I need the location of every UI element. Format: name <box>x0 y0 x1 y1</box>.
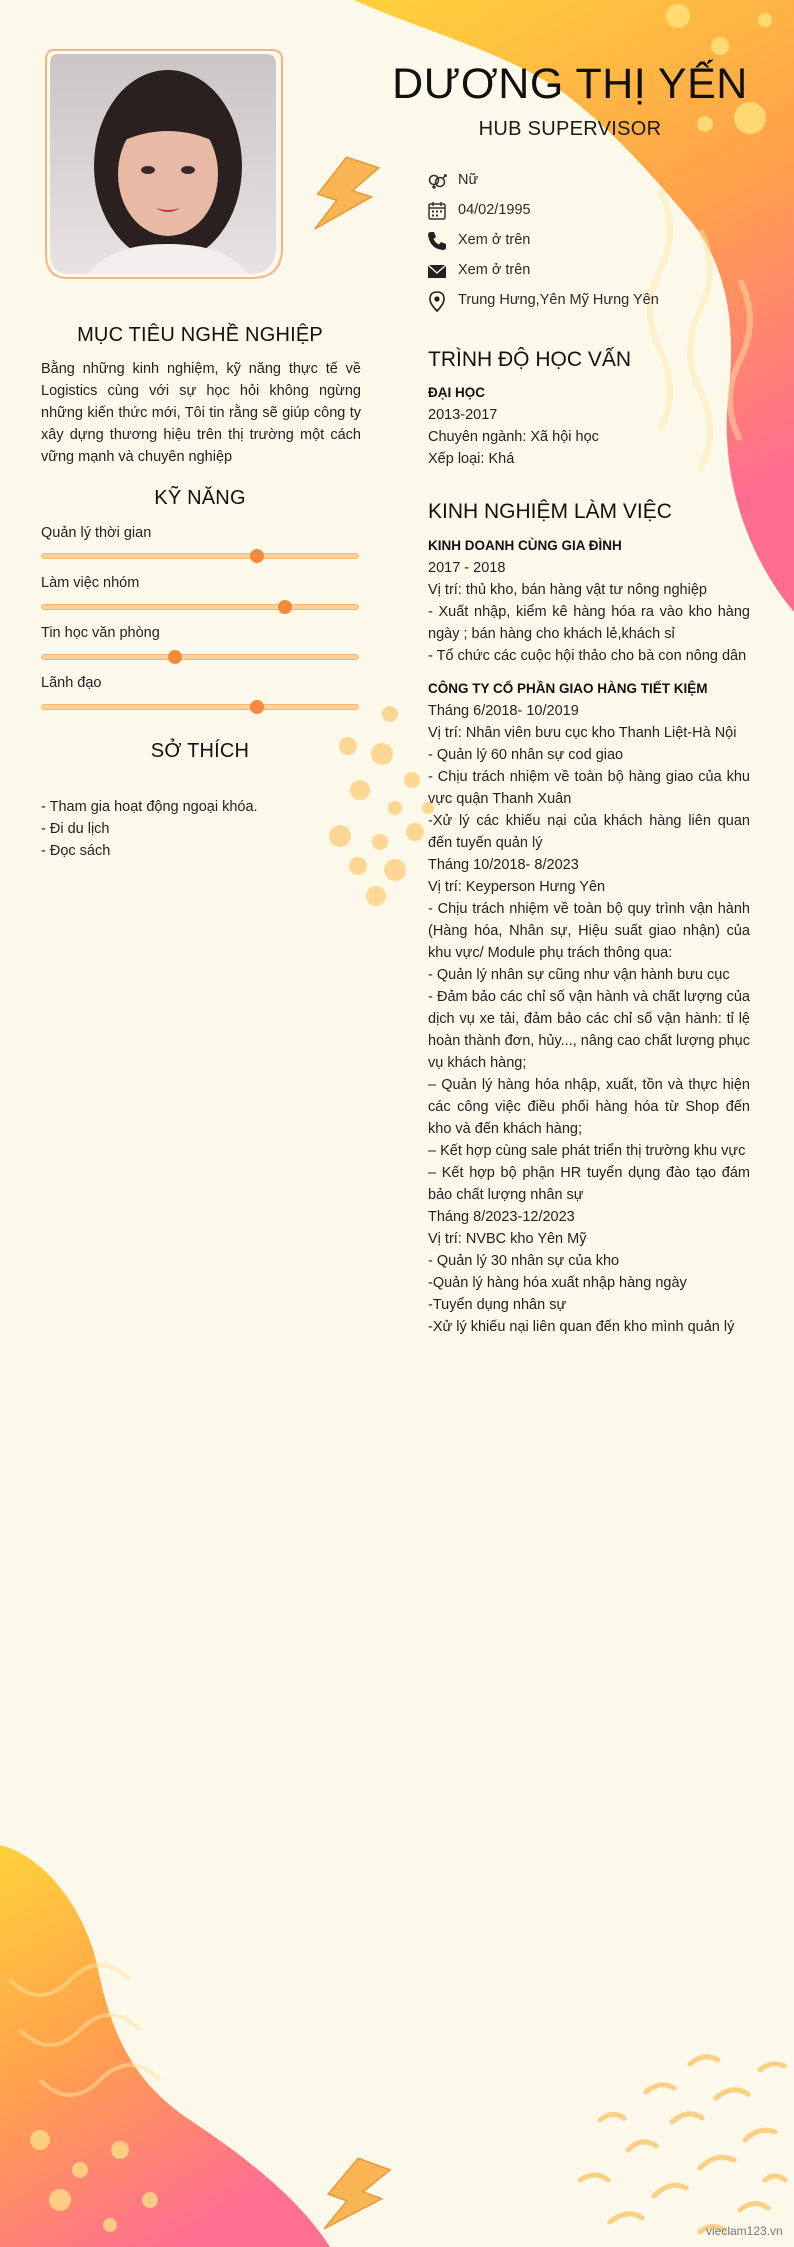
email-value: Xem ở trên <box>458 262 531 278</box>
candidate-name: DƯƠNG THỊ YẾN <box>392 60 748 108</box>
job-line: 2017 - 2018 <box>428 560 506 576</box>
gender-value: Nữ <box>458 172 479 188</box>
experience-block <box>428 535 750 1338</box>
job-company: CÔNG TY CỔ PHẦN GIAO HÀNG TIẾT KIỆM <box>428 681 708 696</box>
education-major: Chuyên ngành: Xã hội học <box>428 429 599 445</box>
watermark: vieclam123.vn <box>706 2224 783 2238</box>
address-value: Trung Hưng,Yên Mỹ Hưng Yên <box>458 292 659 308</box>
education-heading: TRÌNH ĐỘ HỌC VẤN <box>428 348 632 371</box>
skill-knob <box>250 700 264 714</box>
job-line: - Xuất nhập, kiểm kê hàng hóa ra vào kho hàng ngày ; bán hàng cho khách lẻ,khách sỉ <box>428 604 750 642</box>
skill-bar-3 <box>41 704 359 710</box>
job-line: - Quản lý 60 nhân sự cod giao <box>428 747 624 763</box>
hobby-item: - Đi du lịch <box>41 821 110 837</box>
job-company: KINH DOANH CÙNG GIA ĐÌNH <box>428 538 622 553</box>
location-pin-icon <box>426 290 448 312</box>
job-line: - Chịu trách nhiệm về toàn bộ hàng giao của khu vực quận Thanh Xuân <box>428 769 750 807</box>
education-years: 2013-2017 <box>428 407 498 423</box>
skill-bar-2 <box>41 654 359 660</box>
hobbies-list <box>41 796 361 862</box>
job-line: – Quản lý hàng hóa nhập, xuất, tồn và thực hiện các công việc điều phối hàng hóa từ Shop đến kho và đến khách hàng; <box>428 1077 750 1137</box>
candidate-role: HUB SUPERVISOR <box>478 118 662 140</box>
job-line: -Xử lý khiếu nại liên quan đến kho mình quản lý <box>428 1319 735 1335</box>
job-line: - Quản lý 30 nhân sự của kho <box>428 1253 620 1269</box>
job-line: - Chịu trách nhiệm về toàn bộ quy trình vận hành (Hàng hóa, Nhân sự, Hiệu suất giao nhận) của khu vực/ Module phụ trách thông qua: <box>428 901 750 961</box>
job-line: - Quản lý nhân sự cũng như vận hành bưu cục <box>428 967 730 983</box>
experience-heading: KINH NGHIỆM LÀM VIỆC <box>428 500 672 523</box>
skill-label-1: Làm việc nhóm <box>41 575 140 591</box>
job-line: Tháng 10/2018- 8/2023 <box>428 857 579 873</box>
lightning-icon-top <box>307 152 381 242</box>
job-line: -Quản lý hàng hóa xuất nhập hàng ngày <box>428 1275 687 1291</box>
profile-photo <box>44 48 284 280</box>
skill-knob <box>168 650 182 664</box>
job-line: Vị trí: Keyperson Hưng Yên <box>428 879 606 895</box>
calendar-icon <box>426 200 448 222</box>
job-line: Vị trí: thủ kho, bán hàng vật tư nông nghiệp <box>428 582 707 598</box>
hobbies-heading: SỞ THÍCH <box>150 740 250 762</box>
hobby-item: - Tham gia hoạt động ngoại khóa. <box>41 799 258 815</box>
education-grade: Xếp loại: Khá <box>428 451 515 467</box>
job-line: -Tuyển dụng nhân sự <box>428 1297 567 1313</box>
skill-bar-0 <box>41 553 359 559</box>
job-line: – Kết hợp cùng sale phát triển thị trường khu vực <box>428 1143 746 1159</box>
phone-icon <box>426 230 448 252</box>
skill-label-2: Tin học văn phòng <box>41 625 160 641</box>
education-block <box>428 382 750 470</box>
job-line: Vị trí: Nhân viên bưu cục kho Thanh Liệt-Hà Nội <box>428 725 737 741</box>
phone-value: Xem ở trên <box>458 232 531 248</box>
mail-icon <box>426 260 448 282</box>
skill-label-0: Quản lý thời gian <box>41 525 152 541</box>
education-school: ĐẠI HỌC <box>428 385 485 400</box>
job-line: - Đảm bảo các chỉ số vận hành và chất lượng của dịch vụ xe tải, đảm bảo các chỉ số vận hành: tỉ lệ hoàn thành đơn, hủy..., nâng cao chất lượng phục vụ khách hàng; <box>428 989 750 1071</box>
lightning-icon-bottom <box>316 2153 392 2244</box>
objective-heading: MỤC TIÊU NGHỀ NGHIỆP <box>77 324 323 346</box>
skill-knob <box>250 549 264 563</box>
skill-bar-1 <box>41 604 359 610</box>
job-line: -Xử lý các khiếu nại của khách hàng liên quan đến tuyến quản lý <box>428 813 750 851</box>
skills-heading: KỸ NĂNG <box>154 487 246 509</box>
job-line: Tháng 6/2018- 10/2019 <box>428 703 579 719</box>
job-line: - Tổ chức các cuộc hội thảo cho bà con nông dân <box>428 648 747 664</box>
job-line: Tháng 8/2023-12/2023 <box>428 1209 575 1225</box>
skill-label-3: Lãnh đạo <box>41 675 102 691</box>
job-line: Vị trí: NVBC kho Yên Mỹ <box>428 1231 587 1247</box>
job-line: – Kết hợp bộ phận HR tuyển dụng đào tạo đám bảo chất lượng nhân sự <box>428 1165 750 1203</box>
objective-text: Bằng những kinh nghiệm, kỹ năng thực tế về Logistics cùng với sự học hỏi không ngừng những kiến thức mới, Tôi tin rằng sẽ giúp công ty xây dựng thương hiệu trên thị trường một cách vững mạnh và chuyên nghiệp <box>41 361 361 465</box>
birthdate-value: 04/02/1995 <box>458 202 531 218</box>
hobby-item: - Đọc sách <box>41 843 111 859</box>
gender-icon <box>426 170 448 192</box>
